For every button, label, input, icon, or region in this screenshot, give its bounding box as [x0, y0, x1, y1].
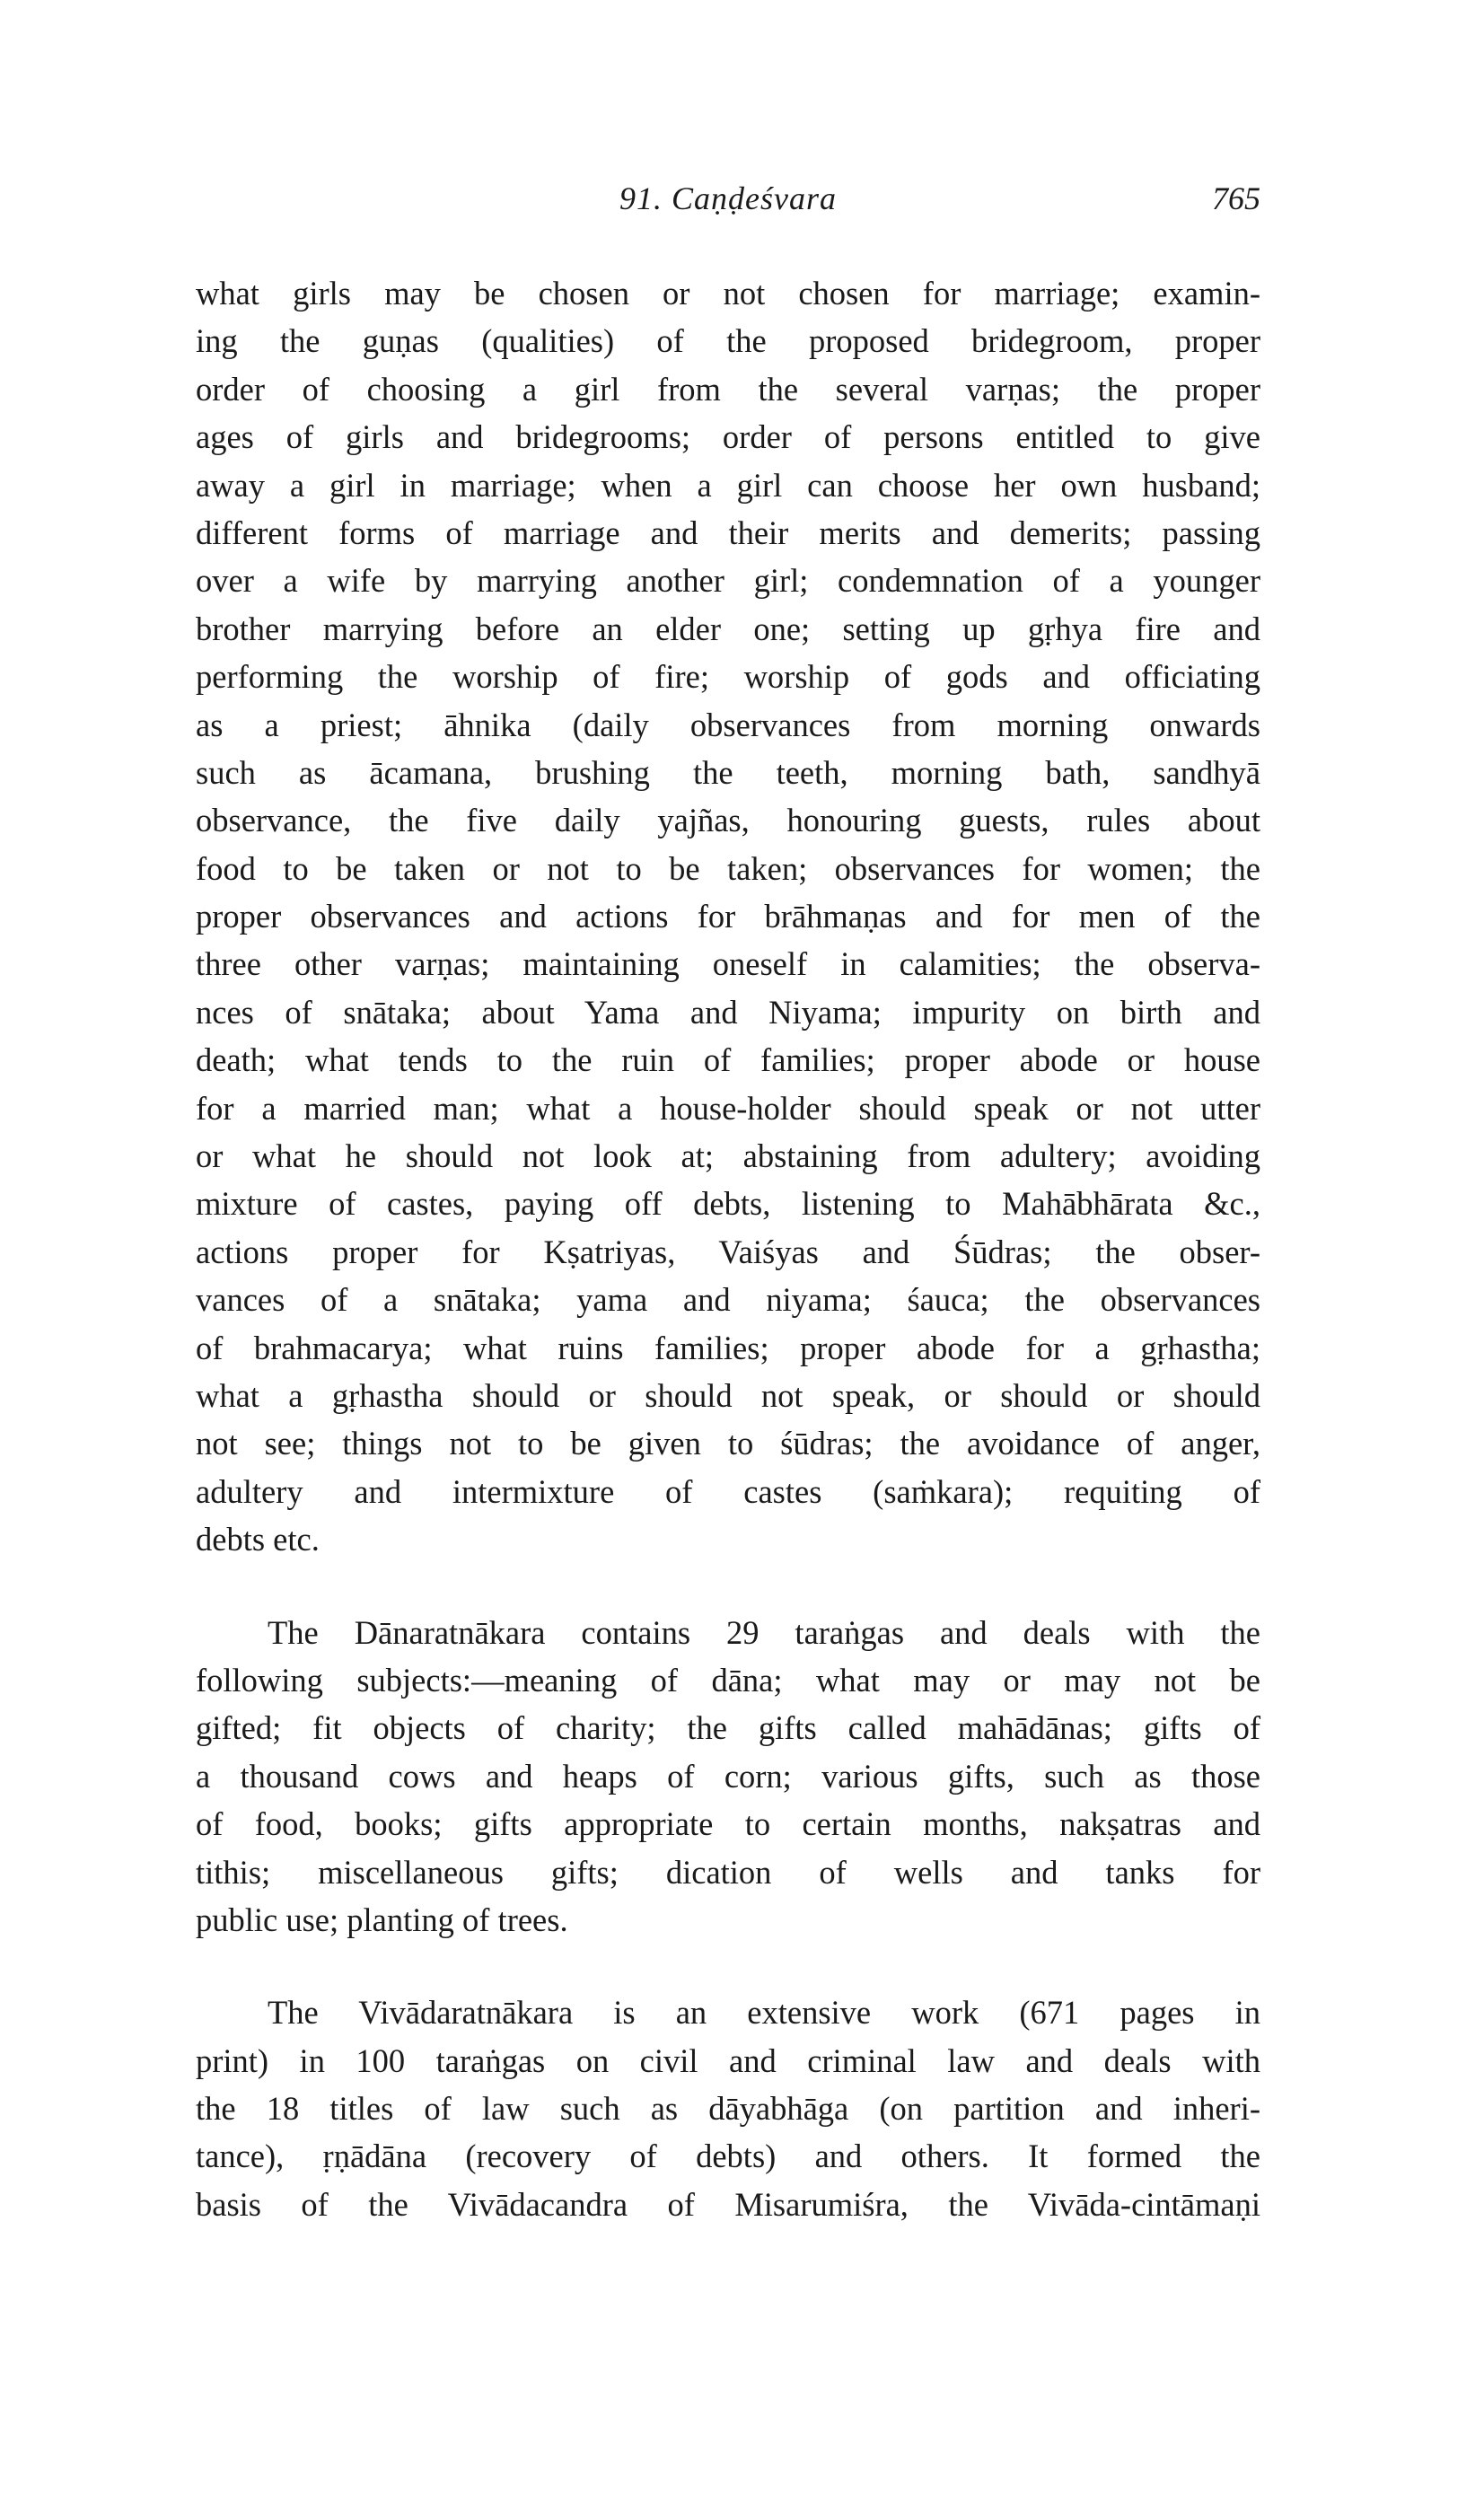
- text-line: debts etc.: [196, 1521, 320, 1558]
- page-number: 765: [1212, 180, 1260, 216]
- text-line: observance, the five daily yajñas, honouring guests, rules about: [196, 802, 1260, 839]
- text-line: basis of the Vivādacandra of Misarumiśra, the Vivāda-cintāmaṇi: [196, 2185, 1260, 2223]
- text-line: public use; planting of trees.: [196, 1901, 568, 1938]
- text-line: print) in 100 taraṅgas on civil and criminal law and deals with: [196, 2041, 1260, 2079]
- text-line: over a wife by marrying another girl; condemnation of a younger: [196, 562, 1260, 600]
- text-line: three other varṇas; maintaining oneself in calamities; the observa-: [196, 945, 1260, 983]
- paragraph-vivadaratnakara: [196, 1988, 1260, 2228]
- text-line: as a priest; āhnika (daily observances from morning onwards: [196, 706, 1260, 743]
- paragraph-danaratnakara: [196, 1609, 1260, 1945]
- text-line: order of choosing a girl from the several varṇas; the proper: [196, 370, 1260, 408]
- text-line: tithis; miscellaneous gifts; dication of wells and tanks for: [196, 1853, 1260, 1891]
- text-line: not see; things not to be given to śūdras; the avoidance of anger,: [196, 1425, 1260, 1462]
- text-line: food to be taken or not to be taken; observances for women; the: [196, 849, 1260, 887]
- paragraph-rules-of-marriage: [196, 269, 1260, 1564]
- text-line: The Vivādaratnākara is an extensive work (671 pages in: [268, 1994, 1260, 2032]
- body-text: [196, 269, 1260, 2228]
- text-line: gifted; fit objects of charity; the gifts called mahādānas; gifts of: [196, 1709, 1260, 1747]
- text-line: vances of a snātaka; yama and niyama; śauca; the observances: [196, 1281, 1260, 1319]
- text-line: following subjects:—meaning of dāna; what may or may not be: [196, 1661, 1260, 1699]
- text-line: The Dānaratnākara contains 29 taraṅgas and deals with the: [268, 1613, 1260, 1651]
- text-line: actions proper for Kṣatriyas, Vaiśyas and Śūdras; the obser-: [196, 1233, 1260, 1270]
- text-line: of food, books; gifts appropriate to certain months, nakṣatras and: [196, 1805, 1260, 1843]
- text-line: death; what tends to the ruin of families; proper abode or house: [196, 1041, 1260, 1079]
- text-line: for a married man; what a house-holder should speak or not utter: [196, 1089, 1260, 1127]
- text-line: the 18 titles of law such as dāyabhāga (on partition and inheri-: [196, 2090, 1260, 2128]
- paragraph-gap: [196, 1944, 1260, 1988]
- text-line: ages of girls and bridegrooms; order of persons entitled to give: [196, 418, 1260, 456]
- text-line: ing the guṇas (qualities) of the proposed bridegroom, proper: [196, 322, 1260, 360]
- paragraph-gap: [196, 1564, 1260, 1609]
- running-head: [196, 180, 1260, 233]
- text-line: mixture of castes, paying off debts, listening to Mahābhārata &c.,: [196, 1185, 1260, 1223]
- text-line: away a girl in marriage; when a girl can choose her own husband;: [196, 466, 1260, 504]
- text-line: tance), ṛṇādāna (recovery of debts) and others. It formed the: [196, 2138, 1260, 2175]
- text-line: or what he should not look at; abstaining from adultery; avoiding: [196, 1137, 1260, 1175]
- text-line: such as ācamana, brushing the teeth, morning bath, sandhyā: [196, 753, 1260, 791]
- text-line: what a gṛhastha should or should not speak, or should or should: [196, 1376, 1260, 1414]
- text-line: different forms of marriage and their merits and demerits; passing: [196, 514, 1260, 551]
- text-line: nces of snātaka; about Yama and Niyama; impurity on birth and: [196, 993, 1260, 1031]
- text-line: a thousand cows and heaps of corn; various gifts, such as those: [196, 1757, 1260, 1795]
- text-line: what girls may be chosen or not chosen for marriage; examin-: [196, 275, 1260, 312]
- text-line: of brahmacarya; what ruins families; proper abode for a gṛhastha;: [196, 1329, 1260, 1366]
- text-line: proper observances and actions for brāhmaṇas and for men of the: [196, 898, 1260, 935]
- text-line: performing the worship of fire; worship of gods and officiating: [196, 658, 1260, 696]
- text-line: brother marrying before an elder one; setting up gṛhya fire and: [196, 610, 1260, 647]
- chapter-title: 91. Caṇḍeśvara: [619, 180, 837, 216]
- text-line: adultery and intermixture of castes (saṁkara); requiting of: [196, 1472, 1260, 1510]
